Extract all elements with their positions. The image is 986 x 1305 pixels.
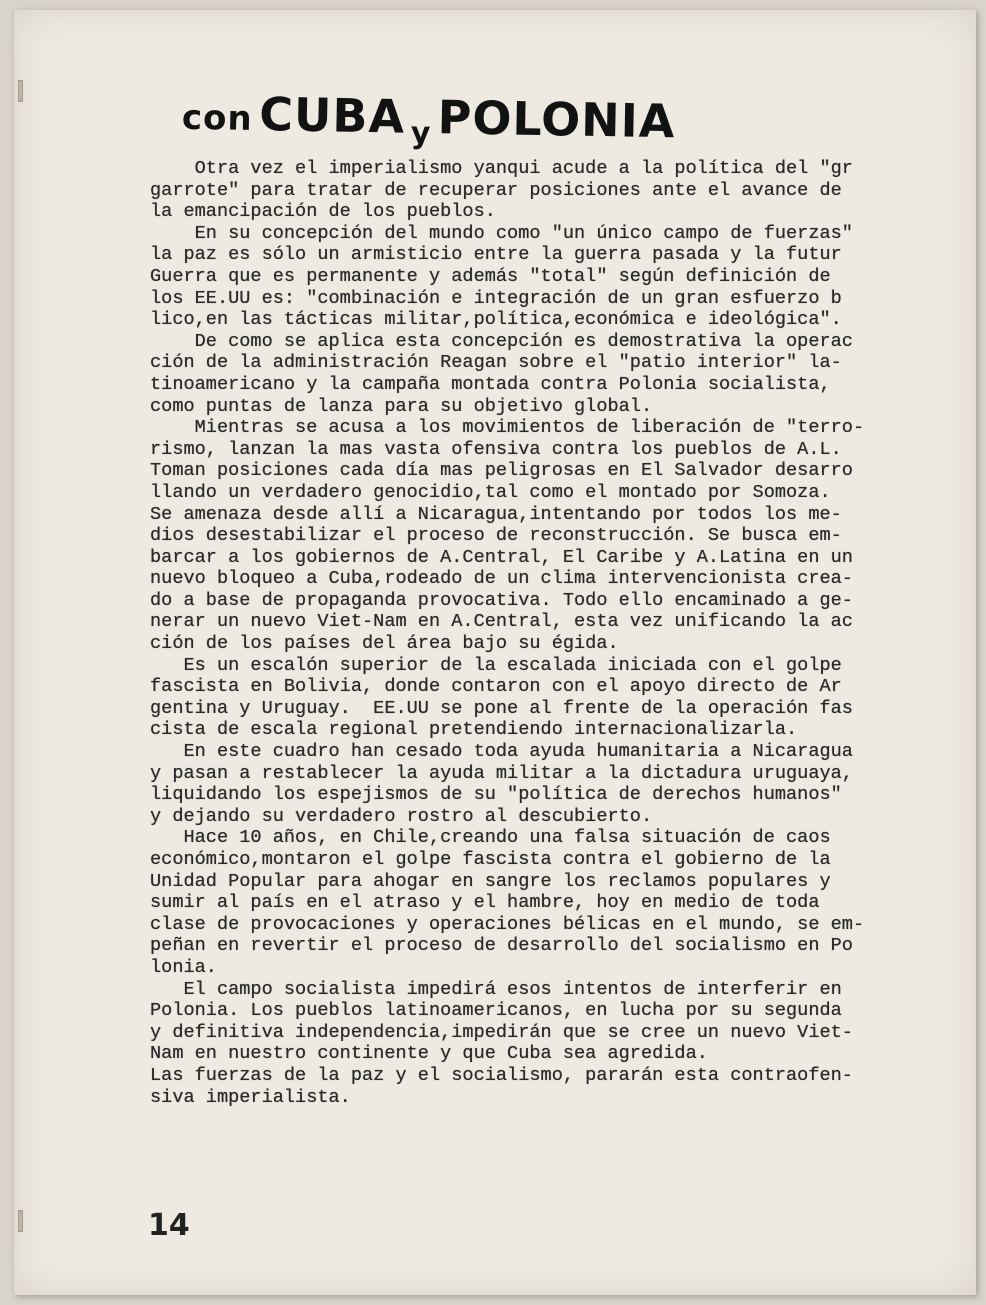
text-line: tinoamericano y la campaña montada contra Polonia socialista, xyxy=(150,373,831,395)
text-line: rismo, lanzan la mas vasta ofensiva contra los pueblos de A.L. xyxy=(150,438,842,460)
text-line: la paz es sólo un armisticio entre la guerra pasada y la futur xyxy=(150,244,842,266)
text-line: dios desestabilizar el proceso de reconstrucción. Se busca em- xyxy=(150,525,842,547)
title-cuba: CUBA xyxy=(258,87,406,144)
text-line: ción de la administración Reagan sobre el "patio interior" la- xyxy=(150,352,842,374)
text-line: Las fuerzas de la paz y el socialismo, pararán esta contraofen- xyxy=(150,1064,853,1086)
text-line: barcar a los gobiernos de A.Central, El Caribe y A.Latina en un xyxy=(150,546,853,568)
document-page xyxy=(14,10,976,1295)
text-line: clase de provocaciones y operaciones bélicas en el mundo, se em- xyxy=(150,913,865,935)
text-line: Toman posiciones cada día mas peligrosas en El Salvador desarro xyxy=(150,460,853,482)
title-prefix: con xyxy=(181,97,254,139)
text-line: garrote" para tratar de recuperar posiciones ante el avance de xyxy=(150,179,842,201)
text-line: lonia. xyxy=(150,956,217,978)
text-line: En su concepción del mundo como "un único campo de fuerzas" xyxy=(150,222,853,244)
article-title xyxy=(181,86,676,152)
text-line: nerar un nuevo Viet-Nam en A.Central, esta vez unificando la ac xyxy=(150,611,853,633)
text-line: En este cuadro han cesado toda ayuda humanitaria a Nicaragua xyxy=(150,741,853,763)
text-line: cista de escala regional pretendiendo internacionalizarla. xyxy=(150,719,798,741)
text-line: fascista en Bolivia, donde contaron con el apoyo directo de Ar xyxy=(150,676,842,698)
staple-bottom xyxy=(18,1210,23,1232)
text-line: Polonia. Los pueblos latinoamericanos, en lucha por su segunda xyxy=(150,1000,842,1022)
text-line: económico,montaron el golpe fascista contra el gobierno de la xyxy=(150,849,831,870)
text-line: ción de los países del área bajo su égida. xyxy=(150,633,619,655)
text-line: gentina y Uruguay. EE.UU se pone al frente de la operación fas xyxy=(150,697,853,719)
text-line: y dejando su verdadero rostro al descubierto. xyxy=(150,805,653,827)
text-line: Se amenaza desde allí a Nicaragua,intentando por todos los me- xyxy=(150,503,842,525)
text-line: los EE.UU es: "combinación e integración de un gran esfuerzo b xyxy=(150,287,842,309)
page-number: 14 xyxy=(148,1208,190,1243)
text-line: peñan en revertir el proceso de desarrollo del socialismo en Po xyxy=(150,935,853,957)
text-line: la emancipación de los pueblos. xyxy=(150,201,496,223)
text-line: llando un verdadero genocidio,tal como el montado por Somoza. xyxy=(150,481,831,503)
text-line: Es un escalón superior de la escalada iniciada con el golpe xyxy=(150,654,842,676)
text-line: y pasan a restablecer la ayuda militar a la dictadura uruguaya, xyxy=(150,762,853,784)
text-line: Guerra que es permanente y además "total" según definición de xyxy=(150,265,831,287)
title-polonia: POLONIA xyxy=(437,90,676,149)
text-line: Unidad Popular para ahogar en sangre los reclamos populares y xyxy=(150,870,831,892)
text-line: Hace 10 años, en Chile,creando una falsa situación de caos xyxy=(150,827,831,849)
text-line: y definitiva independencia,impedirán que se cree un nuevo Viet- xyxy=(150,1021,853,1043)
text-line: do a base de propaganda provocativa. Todo ello encaminado a ge- xyxy=(150,589,853,611)
text-line: siva imperialista. xyxy=(150,1086,351,1108)
text-line: liquidando los espejismos de su "política de derechos humanos" xyxy=(150,784,842,806)
article-body xyxy=(150,158,976,1108)
text-line: Otra vez el imperialismo yanqui acude a la política del "gr xyxy=(150,158,853,179)
text-line: nuevo bloqueo a Cuba,rodeado de un clima intervencionista crea- xyxy=(150,568,853,590)
text-line: De como se aplica esta concepción es demostrativa la operac xyxy=(150,330,853,352)
text-line: El campo socialista impedirá esos intentos de interferir en xyxy=(150,978,842,1000)
text-line: Nam en nuestro continente y que Cuba sea agredida. xyxy=(150,1043,708,1065)
text-line: sumir al país en el atraso y el hambre, hoy en medio de toda xyxy=(150,892,820,914)
title-connector: y xyxy=(410,115,432,152)
staple-top xyxy=(18,80,23,102)
text-line: Mientras se acusa a los movimientos de liberación de "terro- xyxy=(150,417,865,439)
text-line: como puntas de lanza para su objetivo global. xyxy=(150,395,653,417)
text-line: lico,en las tácticas militar,política,económica e ideológica". xyxy=(150,309,842,331)
